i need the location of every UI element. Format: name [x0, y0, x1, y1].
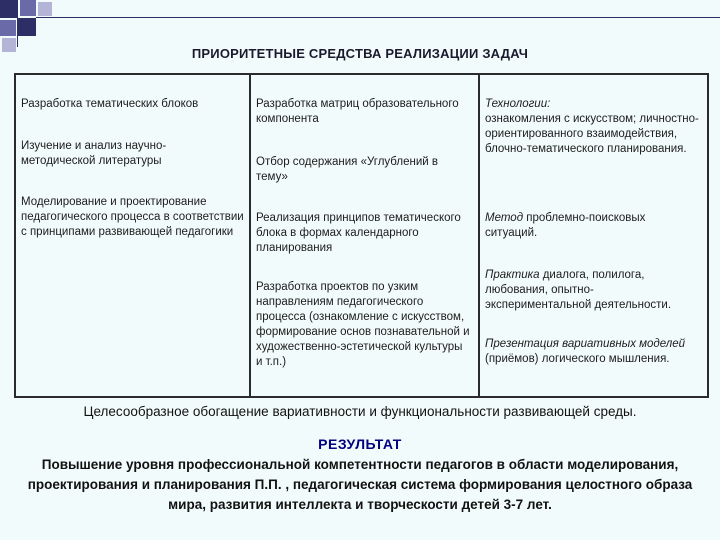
technologies-label: Технологии: [485, 98, 551, 110]
col1-item: Моделирование и проектирование педагогического процесса в соответствии с принципами развивающей педагогики [21, 196, 244, 238]
page-title: ПРИОРИТЕТНЫЕ СРЕДСТВА РЕАЛИЗАЦИИ ЗАДАЧ [191, 46, 529, 61]
practice-text: диалога, полилога, любования, опытно-экспериментальной деятельности. [485, 269, 672, 311]
col2-item: Отбор содержания «Углублений в тему» [256, 156, 438, 183]
col1-item: Изучение и анализ научно-методической литературы [21, 140, 167, 167]
col2-item: Разработка матриц образовательного компонента [256, 98, 459, 125]
result-heading: РЕЗУЛЬТАТ [318, 436, 402, 452]
col2-item: Разработка проектов по узким направлениям педагогического процесса (ознакомление с искусством, формирование основ познавательной и художественно-эстетической культуры и т.п.) [256, 281, 470, 368]
left-divider-line [17, 17, 18, 47]
priority-table [14, 73, 709, 398]
technologies-block [485, 97, 705, 157]
practice-label: Практика [485, 269, 540, 281]
method-block [485, 211, 700, 241]
col2-item: Реализация принципов тематического блока в формах календарного планирования [256, 212, 461, 254]
column-divider [249, 75, 251, 396]
environment-statement: Целесообразное обогащение вариативности и функциональности развивающей среды. [83, 404, 637, 419]
method-label: Метод [485, 212, 524, 224]
top-divider-line [36, 17, 720, 18]
result-text: Повышение уровня профессиональной компетентности педагогов в области моделирования, проектирования и планирования П.П. , педагогическая система формирования целостного образа мира, развития интеллекта и творческости детей 3-7 лет. [27, 457, 693, 512]
method-text: проблемно-поисковых ситуаций. [485, 212, 646, 239]
column-divider [478, 75, 480, 396]
practice-block [485, 268, 700, 313]
presentation-block [485, 337, 700, 367]
technologies-text: ознакомления с искусством; личностно-ориентированного взаимодействия, блочно-тематического планирования. [485, 113, 699, 155]
col1-item: Разработка тематических блоков [21, 98, 199, 110]
presentation-label: Презентация вариативных моделей [485, 338, 686, 350]
presentation-text: (приёмов) логического мышления. [485, 353, 670, 365]
